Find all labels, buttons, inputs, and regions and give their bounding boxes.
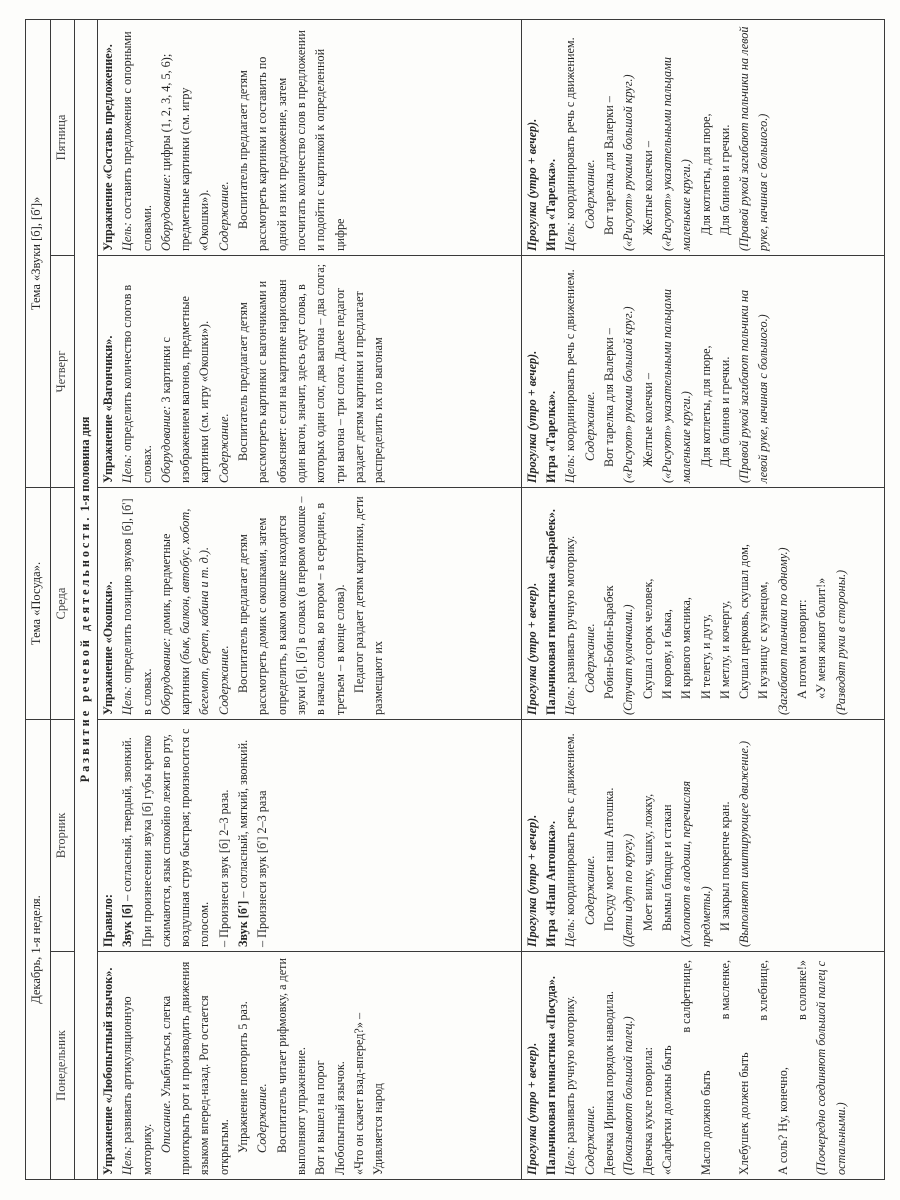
mon-rhyme-3a: «Салфетки должны быть xyxy=(659,1045,674,1175)
mon-repeat: Упражнение повторить 5 раз. xyxy=(236,1001,251,1153)
wed-rhyme-1: Робин-Бобин-Барабек xyxy=(602,585,617,699)
thu-exercise-title: Упражнение «Вагончики». xyxy=(100,335,115,483)
wed-equipment-label: Оборудование: xyxy=(158,637,173,715)
mon-content: Воспитатель читает рифмовку, а дети выполняют упражнение. xyxy=(274,958,308,1175)
fri-equipment: цифры (1, 2, 3, 4, 5, 6); предметные картинки (см. игру «Окошки»). xyxy=(158,53,212,251)
fri-rhyme-2: Желтые колечки – xyxy=(640,141,655,235)
wed-walk-content-label: Содержание. xyxy=(582,623,597,693)
fri-game-title: Игра «Тарелка». xyxy=(544,158,559,251)
tue-note-1: (Дети идут по кругу.) xyxy=(621,833,636,947)
fri-content: Воспитатель предлагает детям рассмотреть картинки и составить по одной из них предложение, затем посчитать количество слов в предложении и подойти с картинкой к определенной цифре xyxy=(236,30,347,251)
section-heading xyxy=(74,19,97,1179)
thu-equipment: 3 картинки с изображением вагонов, предметные картинки (см. игру «Окошки»). xyxy=(158,296,212,483)
cell-tue-walk xyxy=(521,719,884,951)
thu-goal: определить количество слогов в словах. xyxy=(120,284,154,483)
wed-rhyme-5: И телегу, и дугу, xyxy=(698,614,713,699)
cell-mon-morning xyxy=(97,952,521,1180)
tue-sound-b: Звук [б] xyxy=(120,904,135,947)
wed-rhyme-3: И корову, и быка, xyxy=(659,609,674,699)
theme-label-2 xyxy=(26,19,51,487)
tue-rhyme-4: И закрыл покрепче кран. xyxy=(717,801,732,931)
wed-content-2: Педагог раздает детям картинки, дети размещают их xyxy=(351,496,386,715)
thu-content-label: Содержание. xyxy=(216,413,231,483)
header-row xyxy=(26,19,51,1179)
wed-rhyme-7: Скушал церковь, скушал дом, xyxy=(737,544,752,699)
week-label xyxy=(26,719,51,1179)
cell-thu-walk xyxy=(521,255,884,487)
thu-game-title: Игра «Тарелка». xyxy=(544,390,559,483)
thu-rhyme-3: Для котлеты, для пюре, xyxy=(698,345,713,467)
wed-rhyme-10: «У меня живот болит!» xyxy=(814,577,829,699)
section-title: Развитие речевой деятельности. xyxy=(77,514,92,783)
tue-rule-label: Правило: xyxy=(100,894,115,947)
mon-note-1: (Показывают большой палец.) xyxy=(621,1016,636,1175)
thu-note-3: (Правой рукой загибают пальчики на левой руке, начиная с большого.) xyxy=(737,289,771,483)
tue-walk-goal: координировать речь с движением. xyxy=(563,733,578,916)
thu-content: Воспитатель предлагает детям рассмотреть картинки с вагончиками и объясняет: если на картинке нарисован один вагон, значит, здесь едут слова, в которых один слог, два вагона – два слога; три вагона – три слога. Далее педагог раздает детям картинки и предлагает распределить их по вагонам xyxy=(236,263,386,483)
wed-note-3: (Разводят руки в стороны.) xyxy=(833,569,848,715)
wed-rhyme-2: Скушал сорок человек, xyxy=(640,578,655,699)
mon-goal: развивать артикуляционную моторику. xyxy=(120,996,154,1175)
mon-rhyme-5a: Хлебушек должен быть xyxy=(737,1052,752,1175)
wed-goal-label: Цель: xyxy=(120,686,135,715)
mon-verse-1: Вот и вышел на порог xyxy=(313,1060,328,1175)
fri-goal-label: Цель: xyxy=(120,222,135,251)
thu-equipment-label: Оборудование: xyxy=(158,405,173,483)
thu-walk: Прогулка (утро + вечер). xyxy=(524,350,539,483)
wed-rhyme-6: И метлу, и кочергу, xyxy=(717,600,732,699)
wed-note-2: (Загибают пальчики по одному.) xyxy=(775,547,790,715)
fri-rhyme-3: Для котлеты, для пюре, xyxy=(698,113,713,235)
wed-walk-goal: развивать ручную моторику. xyxy=(563,535,578,684)
tue-walk: Прогулка (утро + вечер). xyxy=(524,814,539,947)
tue-rhyme-3: Вымыл блюдце и стакан xyxy=(659,804,674,931)
mon-desc: Улыбнуться, слегка приоткрыть рот и производить движения языком вперед-назад. Рот остается открытым. xyxy=(158,961,231,1175)
mon-rhyme-2: Девочка кукле говорила: xyxy=(640,1047,655,1175)
fri-goal: составить предложения с опорными словами. xyxy=(120,31,154,251)
section-half: 1-я половина дня xyxy=(77,416,92,512)
wed-game-title: Пальчиковая гимнастика «Барабек». xyxy=(544,509,559,715)
thu-rhyme-2: Желтые колечки – xyxy=(640,373,655,467)
thu-note-2: («Рисуют» указательными пальцами маленькие круги.) xyxy=(659,289,694,483)
fri-walk-goal-label: Цель: xyxy=(563,222,578,251)
wed-walk: Прогулка (утро + вечер). xyxy=(524,582,539,715)
fri-equipment-label: Оборудование: xyxy=(158,173,173,251)
mon-walk: Прогулка (утро + вечер). xyxy=(524,1042,539,1175)
mon-goal-label: Цель: xyxy=(120,1146,135,1175)
wed-equipment: домик, предметные картинки xyxy=(158,533,193,715)
wed-rhyme-9: А потом и говорит: xyxy=(795,599,810,699)
tue-game-title: Игра «Наш Антошка». xyxy=(544,820,559,947)
cell-mon-walk xyxy=(521,952,884,1180)
fri-note-3: (Правой рукой загибают пальчики на левой руке, начиная с большого.) xyxy=(737,26,771,251)
walk-row xyxy=(521,19,884,1179)
wed-rhyme-8: И кузницу с кузнецом, xyxy=(756,581,771,699)
thu-rhyme-4: Для блинов и гречки. xyxy=(717,356,732,467)
rotated-plan xyxy=(25,20,885,1180)
wed-walk-goal-label: Цель: xyxy=(563,686,578,715)
wed-exercise-title: Упражнение «Окошки». xyxy=(100,581,115,715)
tue-walk-content-label: Содержание. xyxy=(582,855,597,925)
mon-verse-4: Удивляется народ xyxy=(371,1083,386,1175)
mon-walk-content-label: Содержание. xyxy=(582,1105,597,1175)
mon-rhyme-6a: А соль? Ну, конечно, xyxy=(775,1067,790,1175)
tue-note-2: (Хлопают в ладоши, перечисляя предметы.) xyxy=(679,780,713,947)
day-friday: Пятница xyxy=(51,19,74,255)
fri-walk-content-label: Содержание. xyxy=(582,159,597,229)
thu-goal-label: Цель: xyxy=(120,454,135,483)
fri-note-1: («Рисуют» руками большой круг.) xyxy=(621,74,636,251)
cell-thu-morning xyxy=(97,255,521,487)
wed-content: Воспитатель предлагает детям рассмотреть домик с окошками, затем определить, в каком окошке находятся звуки [б], [б'] в словах (в первом окошке – в начале слова, во втором – в середине, в третьем – в конце слова). xyxy=(236,496,347,715)
fri-rhyme-4: Для блинов и гречки. xyxy=(717,124,732,235)
theme-label-1 xyxy=(26,487,51,719)
mon-rhyme-5b: в хлебнице, xyxy=(756,960,771,1021)
fri-rhyme-1: Вот тарелка для Валерки – xyxy=(602,96,617,235)
mon-walk-goal-label: Цель: xyxy=(563,1146,578,1175)
day-tuesday: Вторник xyxy=(51,719,74,951)
fri-content-label: Содержание. xyxy=(216,181,231,251)
fri-walk-goal: координировать речь с движением. xyxy=(563,37,578,220)
tue-sound-bsoft-desc: – согласный, мягкий, звонкий. xyxy=(236,739,251,898)
theme-text-2: Тема «Звуки [б], [б']» xyxy=(29,196,43,311)
cell-fri-walk xyxy=(521,19,884,255)
fri-exercise-title: Упражнение «Составь предложение». xyxy=(100,44,115,251)
thu-walk-goal: координировать речь с движением. xyxy=(563,269,578,452)
wed-content-label: Содержание. xyxy=(216,645,231,715)
wed-equipment-list: (бык, балкон, автобус, хобот, бегемот, берет, кабина и т. д.). xyxy=(178,508,212,715)
wed-rhyme-4: И кривого мясника, xyxy=(679,597,694,699)
mon-exercise-title: Упражнение «Любопытный язычок». xyxy=(100,967,115,1175)
mon-rhyme-4a: Масло должно быть xyxy=(698,1070,713,1175)
mon-rhyme-4b: в масленке, xyxy=(717,960,732,1020)
tue-note-3: (Выполняют имитирующее движение.) xyxy=(737,740,752,947)
day-monday: Понедельник xyxy=(51,952,74,1180)
week-text: Декабрь, 1-я неделя. xyxy=(29,895,43,1004)
tue-task-2: – Произнеси звук [б'] 2–3 раза xyxy=(255,790,270,947)
days-row xyxy=(51,19,74,1179)
cell-fri-morning xyxy=(97,19,521,255)
tue-sound-b-desc: – согласный, твердый, звонкий. При произнесении звука [б] губы крепко сжимаются, язык спокойно лежит во рту, воздушная струя быстрая; произносится с голосом. xyxy=(120,728,212,947)
cell-wed-morning xyxy=(97,487,521,719)
section-row xyxy=(74,19,97,1179)
tue-task-1: – Произнеси звук [б] 2–3 раза. xyxy=(216,789,231,947)
mon-verse-3: «Что он скачет взад-вперед?» – xyxy=(351,1012,366,1175)
tue-rhyme-2: Моет вилку, чашку, ложку, xyxy=(640,793,655,931)
day-wednesday: Среда xyxy=(51,487,74,719)
morning-row xyxy=(97,19,521,1179)
mon-walk-goal: развивать ручную моторику. xyxy=(563,995,578,1144)
weekly-plan-table xyxy=(25,19,885,1180)
mon-rhyme-1: Девочка Иринка порядок наводила. xyxy=(602,991,617,1175)
fri-note-2: («Рисуют» указательными пальцами маленькие круги.) xyxy=(659,57,694,251)
tue-sound-bsoft: Звук [б'] xyxy=(236,900,251,947)
cell-tue-morning xyxy=(97,719,521,951)
mon-desc-label: Описание. xyxy=(158,1100,173,1153)
day-thursday: Четверг xyxy=(51,255,74,487)
mon-rhyme-3b: в салфетнице, xyxy=(679,960,694,1033)
wed-goal: определить позицию звуков [б], [б'] в словах. xyxy=(120,498,154,715)
thu-walk-content-label: Содержание. xyxy=(582,391,597,461)
thu-walk-goal-label: Цель: xyxy=(563,454,578,483)
thu-rhyme-1: Вот тарелка для Валерки – xyxy=(602,328,617,467)
mon-verse-2: Любопытный язычок. xyxy=(332,1061,347,1175)
fri-walk: Прогулка (утро + вечер). xyxy=(524,118,539,251)
thu-note-1: («Рисуют» руками большой круг.) xyxy=(621,306,636,483)
cell-wed-walk xyxy=(521,487,884,719)
mon-game-title: Пальчиковая гимнастика «Посуда». xyxy=(544,976,559,1175)
mon-rhyme-6b: в солонке!» xyxy=(795,960,810,1021)
theme-text-1: Тема «Посуда». xyxy=(29,561,43,646)
mon-note-2: (Поочередно соединяют большой палец с остальными.) xyxy=(814,960,848,1175)
wed-note-1: (Стучат кулачками.) xyxy=(621,604,636,715)
tue-rhyme-1: Посуду моет наш Антошка. xyxy=(602,787,617,931)
mon-content-label: Содержание. xyxy=(255,1083,270,1153)
tue-walk-goal-label: Цель: xyxy=(563,918,578,947)
